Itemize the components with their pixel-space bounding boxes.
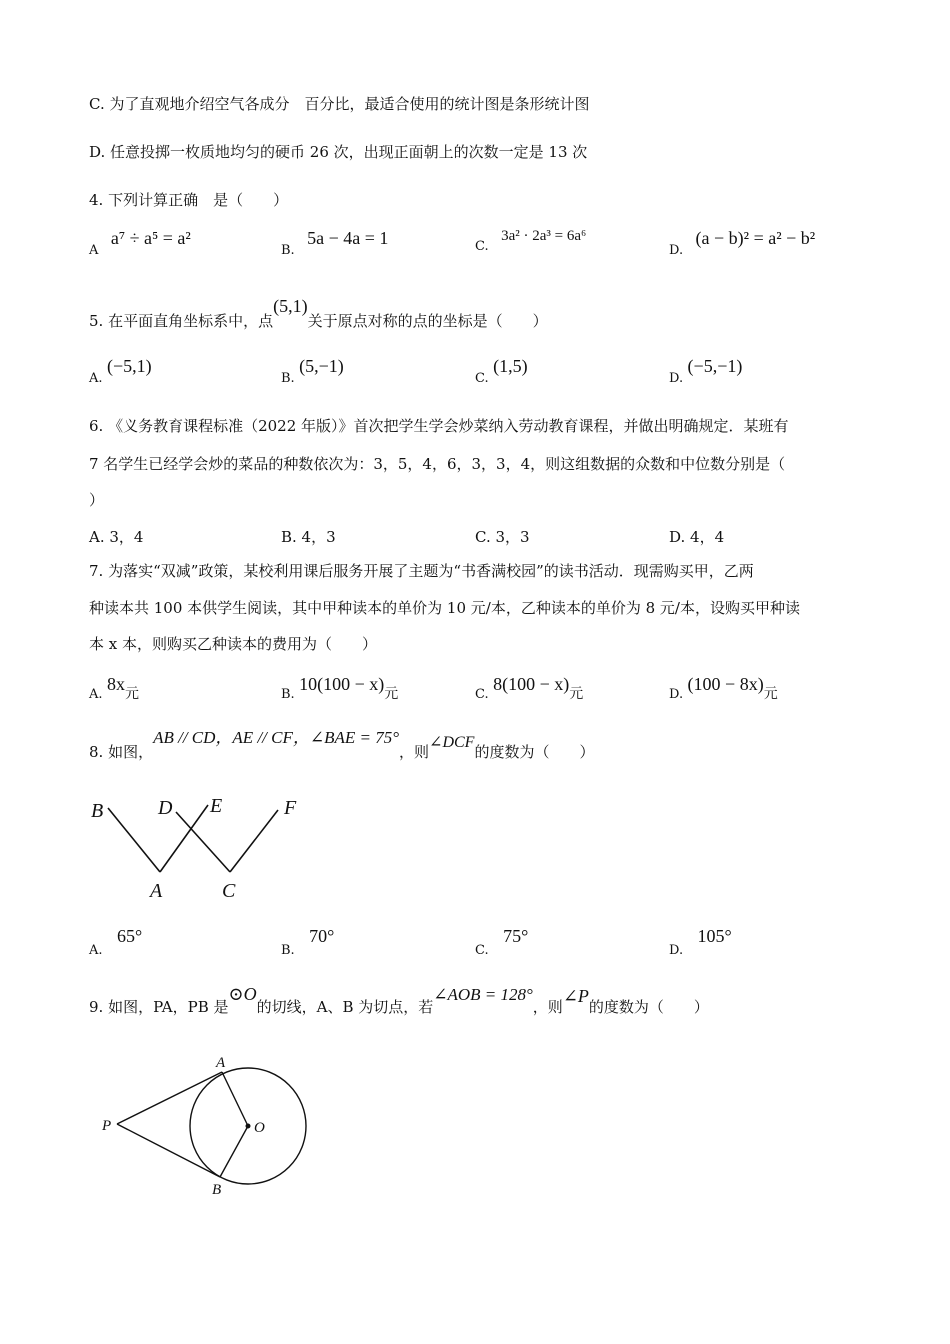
q8-option-c-expr: 75°	[503, 926, 529, 946]
q4-option-b-expr: 5a − 4a = 1	[307, 228, 389, 248]
q9-figure	[95, 1050, 315, 1200]
q8-segment-dc	[176, 812, 230, 872]
q9-center-dot	[246, 1124, 251, 1129]
q5-option-c-expr: (1,5)	[493, 356, 528, 376]
q5-option-c	[475, 356, 528, 387]
q4-stem: 4. 下列计算正确 是（ ）	[89, 191, 289, 209]
q4-option-b-label: B.	[281, 243, 295, 258]
q8-stem	[89, 728, 595, 763]
q5-stem-pre: 5. 在平面直角坐标系中，点	[89, 312, 274, 330]
q8-figure	[88, 790, 308, 905]
q4-option-b	[281, 228, 389, 259]
q8-label-e: E	[210, 795, 223, 817]
q7-option-b-expr: 10(100 − x)	[299, 674, 385, 694]
q5-point: (5,1)	[273, 296, 308, 316]
q5-option-b	[281, 356, 344, 387]
q8-segment-cf	[230, 810, 278, 872]
q7-option-a-expr: 8x	[106, 674, 125, 694]
q8-option-b	[281, 926, 335, 959]
q5-option-a-label: A.	[89, 371, 103, 386]
q9-label-p: P	[102, 1118, 112, 1134]
q8-option-a	[89, 926, 143, 959]
q3-option-c: C. 为了直观地介绍空气各成分 百分比，最适合使用的统计图是条形统计图	[89, 95, 590, 113]
q8-label-a: A	[150, 880, 163, 902]
q4-option-a-label: A	[89, 243, 99, 258]
q8-stem-pre: 8. 如图，	[89, 743, 154, 761]
q7-option-b-unit: 元	[384, 686, 399, 702]
q8-option-a-expr: 65°	[116, 926, 143, 946]
q3-option-d: D. 任意投掷一枚质地均匀的硬币 26 次，出现正面朝上的次数一定是 13 次	[89, 143, 588, 161]
q9-tangent-pb	[117, 1124, 220, 1177]
q9-stem-post: 的度数为（ ）	[588, 998, 709, 1016]
q7-option-d-expr: (100 − 8x)	[687, 674, 764, 694]
q5-option-b-expr: (5,−1)	[299, 356, 344, 376]
q8-option-c	[475, 926, 529, 959]
q5-option-d-label: D.	[669, 371, 684, 386]
q4-option-d	[669, 228, 816, 259]
q8-option-d-expr: 105°	[697, 926, 732, 946]
q9-label-b: B	[212, 1182, 222, 1198]
q5-option-a	[89, 356, 152, 387]
q8-label-b: B	[91, 800, 104, 822]
q8-condition: AB // CD，AE // CF，∠BAE = 75°	[153, 728, 400, 747]
q7-option-c	[475, 674, 584, 703]
q4-option-c-expr: 3a² · 2a³ = 6a⁶	[501, 228, 587, 244]
q9-stem	[89, 984, 709, 1017]
q8-option-b-expr: 70°	[309, 926, 335, 946]
q7-stem-line3: 本 x 本，则购买乙种读本的费用为（ ）	[89, 635, 377, 653]
q9-circle: ⊙O	[228, 984, 257, 1004]
q8-option-d-label: D.	[669, 943, 684, 958]
q5-option-d	[669, 356, 743, 387]
q8-stem-post: 的度数为（ ）	[474, 743, 595, 761]
q4-option-c	[475, 228, 587, 255]
q6-stem-line3: ）	[89, 491, 105, 509]
q7-option-c-unit: 元	[569, 686, 584, 702]
q5-stem-post: 关于原点对称的点的坐标是（ ）	[307, 312, 548, 330]
q7-option-b-label: B.	[281, 687, 295, 702]
q6-option-d: D. 4，4	[669, 528, 725, 546]
q6-stem-line2: 7 名学生已经学会炒的菜品的种数依次为：3，5，4，6，3，3，4，则这组数据的众数和中位数分别是（	[89, 455, 786, 473]
q5-option-a-expr: (−5,1)	[106, 356, 152, 376]
q9-label-o: O	[254, 1120, 265, 1136]
q8-option-b-label: B.	[281, 943, 295, 958]
q6-option-a: A. 3，4	[89, 528, 144, 546]
q4-option-d-label: D.	[669, 243, 684, 258]
q4-option-c-label: C.	[475, 239, 489, 254]
q7-option-b	[281, 674, 399, 703]
q9-stem-mid: 的切线，A、B 为切点，若	[256, 998, 434, 1016]
q7-option-a-unit: 元	[124, 686, 139, 702]
q6-option-b: B. 4，3	[281, 528, 336, 546]
q9-stem-pre: 9. 如图，PA，PB 是	[89, 998, 229, 1016]
q7-option-a-label: A.	[89, 687, 103, 702]
q8-stem-mid: ，则	[399, 743, 430, 761]
q9-radius-oa	[222, 1072, 248, 1126]
q7-stem-line1: 7. 为落实“双减”政策，某校利用课后服务开展了主题为“书香满校园”的读书活动．现需购买甲，乙两	[89, 562, 754, 580]
q7-option-d-label: D.	[669, 687, 684, 702]
q7-stem-line2: 种读本共 100 本供学生阅读，其中甲种读本的单价为 10 元/本，乙种读本的单价为 8 元/本，设购买甲种读	[89, 599, 800, 617]
q6-stem-line1: 6. 《义务教育课程标准（2022 年版）》首次把学生学会炒菜纳入劳动教育课程，并做出明确规定．某班有	[89, 417, 789, 435]
q8-label-c: C	[222, 880, 236, 902]
q7-option-d-unit: 元	[763, 686, 778, 702]
q9-angle: ∠P	[562, 986, 589, 1006]
q7-option-a	[89, 674, 139, 703]
q4-option-a	[89, 228, 191, 259]
q8-segment-ba	[108, 808, 160, 872]
q9-stem-mid2: ，则	[532, 998, 563, 1016]
q8-option-d	[669, 926, 732, 959]
q5-option-d-expr: (−5,−1)	[687, 356, 743, 376]
q9-condition: ∠AOB = 128°	[433, 985, 533, 1004]
q8-option-a-label: A.	[89, 943, 103, 958]
q7-option-c-expr: 8(100 − x)	[493, 674, 570, 694]
q5-stem	[89, 296, 548, 331]
q9-label-a: A	[216, 1055, 226, 1071]
q4-option-a-expr: a⁷ ÷ a⁵ = a²	[110, 228, 191, 248]
q8-angle: ∠DCF	[429, 734, 475, 751]
q9-radius-ob	[220, 1126, 248, 1177]
q7-option-c-label: C.	[475, 687, 489, 702]
q8-label-d: D	[158, 797, 173, 819]
q5-option-b-label: B.	[281, 371, 295, 386]
q7-option-d	[669, 674, 778, 703]
q8-option-c-label: C.	[475, 943, 489, 958]
q9-tangent-pa	[117, 1072, 222, 1124]
q6-option-c: C. 3，3	[475, 528, 530, 546]
q8-label-f: F	[284, 797, 297, 819]
q4-option-d-expr: (a − b)² = a² − b²	[695, 228, 816, 248]
q5-option-c-label: C.	[475, 371, 489, 386]
